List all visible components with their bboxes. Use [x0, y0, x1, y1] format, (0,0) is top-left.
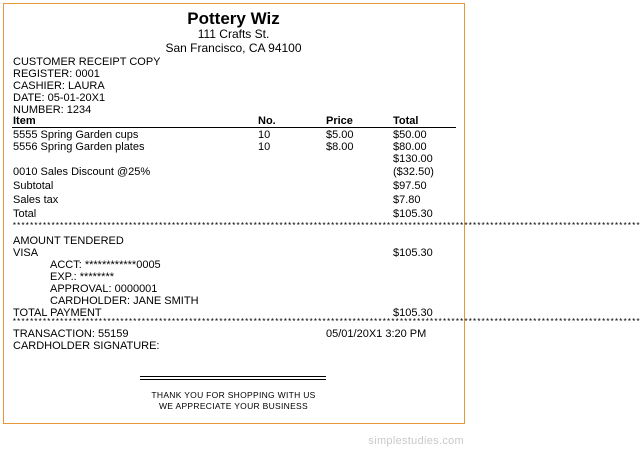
receipt-date: DATE: 05-01-20X1	[13, 92, 106, 104]
column-header-price: Price	[326, 115, 353, 127]
row-item: 5556 Spring Garden plates	[13, 141, 145, 153]
subtotal-value: $97.50	[393, 180, 427, 192]
footer-rule-top	[140, 376, 326, 377]
row-quantity: 10	[258, 141, 271, 153]
separator-stars: **************************************************************************************************************************************************	[12, 318, 640, 327]
row-price: $8.00	[326, 141, 354, 153]
total-payment-value: $105.30	[393, 307, 433, 319]
approval-code: APPROVAL: 0000001	[50, 283, 158, 295]
separator-stars: **************************************************************************************************************************************************	[12, 222, 640, 231]
row-total: $80.00	[393, 141, 427, 153]
row-item: 5555 Spring Garden cups	[13, 129, 139, 141]
store-address-line2: San Francisco, CA 94100	[165, 41, 302, 55]
discount-value: ($32.50)	[393, 166, 434, 178]
total-payment-label: TOTAL PAYMENT	[13, 307, 102, 319]
card-account: ACCT: ************0005	[50, 259, 161, 271]
store-address-line1: 111 Crafts St.	[197, 27, 270, 41]
cardholder-name: CARDHOLDER: JANE SMITH	[50, 295, 199, 307]
watermark-text: simplestudies.com	[368, 435, 464, 447]
row-quantity: 10	[258, 129, 271, 141]
header-divider	[12, 127, 456, 128]
transaction-datetime: 05/01/20X1 3:20 PM	[326, 328, 427, 340]
footer-appreciate: WE APPRECIATE YOUR BUSINESS	[158, 401, 308, 411]
tax-label: Sales tax	[13, 194, 59, 206]
register-number: REGISTER: 0001	[13, 68, 100, 80]
subtotal-label: Subtotal	[13, 180, 54, 192]
cashier-name: CASHIER: LAURA	[13, 80, 105, 92]
row-total: $50.00	[393, 129, 427, 141]
row-price: $5.00	[326, 129, 354, 141]
total-value: $105.30	[393, 208, 433, 220]
payment-method: VISA	[13, 247, 39, 259]
discount-label: 0010 Sales Discount @25%	[13, 166, 151, 178]
column-header-no: No.	[258, 115, 276, 127]
footer-rule-bottom	[140, 379, 326, 380]
store-name: Pottery Wiz	[187, 9, 280, 28]
payment-method-amount: $105.30	[393, 247, 433, 259]
column-header-total: Total	[393, 115, 419, 127]
column-header-item: Item	[13, 115, 36, 127]
receipt-copy-label: CUSTOMER RECEIPT COPY	[13, 56, 161, 68]
footer-thanks: THANK YOU FOR SHOPPING WITH US	[151, 390, 316, 400]
items-sum: $130.00	[393, 153, 433, 165]
tax-value: $7.80	[393, 194, 421, 206]
amount-tendered-label: AMOUNT TENDERED	[13, 235, 124, 247]
receipt-number: NUMBER: 1234	[13, 104, 92, 116]
card-expiry: EXP.: ********	[50, 271, 115, 283]
signature-label: CARDHOLDER SIGNATURE:	[13, 340, 160, 352]
total-label: Total	[13, 208, 37, 220]
transaction-number: TRANSACTION: 55159	[13, 328, 129, 340]
receipt	[3, 3, 640, 424]
